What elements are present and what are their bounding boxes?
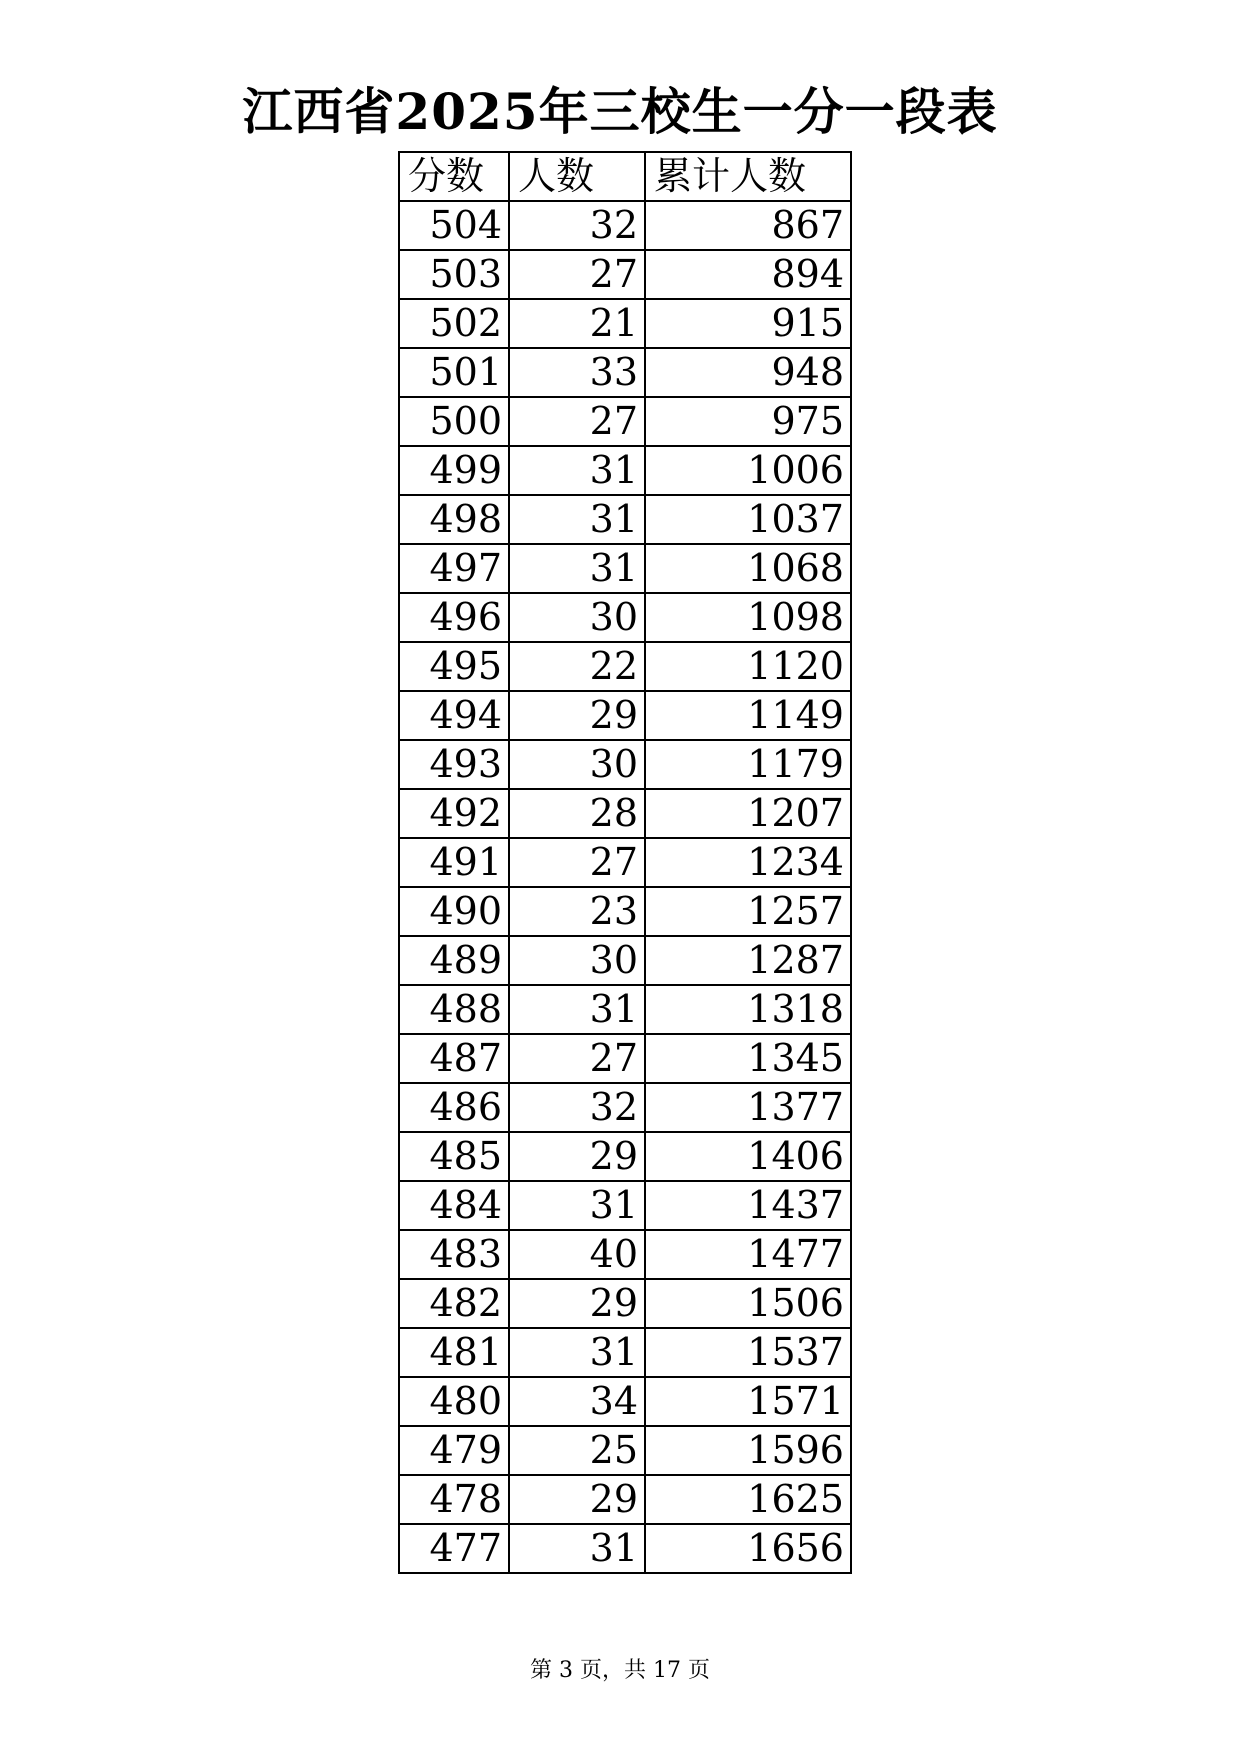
cell-count: 21 bbox=[509, 299, 645, 348]
cell-cumulative: 1098 bbox=[645, 593, 851, 642]
cell-count: 28 bbox=[509, 789, 645, 838]
table-row bbox=[399, 495, 851, 544]
cell-score: 482 bbox=[399, 1279, 509, 1328]
cell-score: 503 bbox=[399, 250, 509, 299]
cell-count: 31 bbox=[509, 1181, 645, 1230]
cell-cumulative: 1287 bbox=[645, 936, 851, 985]
cell-cumulative: 1257 bbox=[645, 887, 851, 936]
cell-score: 491 bbox=[399, 838, 509, 887]
cell-score: 483 bbox=[399, 1230, 509, 1279]
score-distribution-table bbox=[398, 151, 852, 1574]
table-row bbox=[399, 740, 851, 789]
cell-score: 484 bbox=[399, 1181, 509, 1230]
column-header-count: 人数 bbox=[509, 152, 645, 201]
cell-count: 32 bbox=[509, 1083, 645, 1132]
cell-cumulative: 1625 bbox=[645, 1475, 851, 1524]
table-row bbox=[399, 642, 851, 691]
table-row bbox=[399, 1132, 851, 1181]
table-row bbox=[399, 1083, 851, 1132]
cell-cumulative: 1437 bbox=[645, 1181, 851, 1230]
cell-score: 493 bbox=[399, 740, 509, 789]
table-row bbox=[399, 544, 851, 593]
table-row bbox=[399, 299, 851, 348]
cell-count: 29 bbox=[509, 1475, 645, 1524]
cell-count: 27 bbox=[509, 397, 645, 446]
column-header-score: 分数 bbox=[399, 152, 509, 201]
cell-count: 27 bbox=[509, 838, 645, 887]
table-row bbox=[399, 789, 851, 838]
cell-count: 30 bbox=[509, 936, 645, 985]
cell-score: 494 bbox=[399, 691, 509, 740]
cell-count: 34 bbox=[509, 1377, 645, 1426]
cell-count: 29 bbox=[509, 1279, 645, 1328]
table-row bbox=[399, 593, 851, 642]
cell-count: 31 bbox=[509, 495, 645, 544]
table-row bbox=[399, 1279, 851, 1328]
cell-score: 498 bbox=[399, 495, 509, 544]
cell-count: 31 bbox=[509, 446, 645, 495]
table-row bbox=[399, 838, 851, 887]
cell-score: 497 bbox=[399, 544, 509, 593]
cell-count: 30 bbox=[509, 593, 645, 642]
table-row bbox=[399, 446, 851, 495]
table-header bbox=[399, 152, 851, 201]
cell-score: 480 bbox=[399, 1377, 509, 1426]
cell-score: 487 bbox=[399, 1034, 509, 1083]
table-row bbox=[399, 201, 851, 250]
cell-cumulative: 1377 bbox=[645, 1083, 851, 1132]
cell-count: 31 bbox=[509, 1524, 645, 1573]
cell-cumulative: 1506 bbox=[645, 1279, 851, 1328]
cell-score: 485 bbox=[399, 1132, 509, 1181]
table-row bbox=[399, 250, 851, 299]
cell-score: 489 bbox=[399, 936, 509, 985]
cell-count: 25 bbox=[509, 1426, 645, 1475]
header-row bbox=[399, 152, 851, 201]
cell-score: 499 bbox=[399, 446, 509, 495]
cell-cumulative: 1571 bbox=[645, 1377, 851, 1426]
cell-score: 496 bbox=[399, 593, 509, 642]
cell-count: 30 bbox=[509, 740, 645, 789]
cell-cumulative: 1345 bbox=[645, 1034, 851, 1083]
table-row bbox=[399, 1328, 851, 1377]
cell-cumulative: 1596 bbox=[645, 1426, 851, 1475]
column-header-cumulative: 累计人数 bbox=[645, 152, 851, 201]
table-row bbox=[399, 936, 851, 985]
table-row bbox=[399, 1034, 851, 1083]
cell-count: 29 bbox=[509, 691, 645, 740]
cell-count: 27 bbox=[509, 250, 645, 299]
cell-cumulative: 1318 bbox=[645, 985, 851, 1034]
cell-cumulative: 1406 bbox=[645, 1132, 851, 1181]
cell-count: 31 bbox=[509, 544, 645, 593]
table-body bbox=[399, 201, 851, 1573]
cell-score: 504 bbox=[399, 201, 509, 250]
table-row bbox=[399, 348, 851, 397]
table-row bbox=[399, 397, 851, 446]
cell-cumulative: 1477 bbox=[645, 1230, 851, 1279]
table-row bbox=[399, 1524, 851, 1573]
cell-count: 22 bbox=[509, 642, 645, 691]
cell-score: 502 bbox=[399, 299, 509, 348]
cell-cumulative: 1537 bbox=[645, 1328, 851, 1377]
cell-score: 478 bbox=[399, 1475, 509, 1524]
cell-cumulative: 1120 bbox=[645, 642, 851, 691]
cell-score: 495 bbox=[399, 642, 509, 691]
page-footer: 第 3 页，共 17 页 bbox=[530, 1658, 710, 1683]
cell-score: 501 bbox=[399, 348, 509, 397]
table-row bbox=[399, 1181, 851, 1230]
cell-cumulative: 1149 bbox=[645, 691, 851, 740]
table-row bbox=[399, 1475, 851, 1524]
page-title: 江西省2025年三校生一分一段表 bbox=[242, 82, 998, 141]
table-row bbox=[399, 887, 851, 936]
table-row bbox=[399, 1377, 851, 1426]
cell-cumulative: 867 bbox=[645, 201, 851, 250]
cell-score: 477 bbox=[399, 1524, 509, 1573]
table-row bbox=[399, 1230, 851, 1279]
cell-count: 31 bbox=[509, 1328, 645, 1377]
cell-cumulative: 1179 bbox=[645, 740, 851, 789]
cell-cumulative: 1234 bbox=[645, 838, 851, 887]
cell-cumulative: 915 bbox=[645, 299, 851, 348]
cell-score: 490 bbox=[399, 887, 509, 936]
table-row bbox=[399, 1426, 851, 1475]
cell-score: 488 bbox=[399, 985, 509, 1034]
cell-count: 23 bbox=[509, 887, 645, 936]
cell-score: 481 bbox=[399, 1328, 509, 1377]
cell-count: 27 bbox=[509, 1034, 645, 1083]
cell-score: 486 bbox=[399, 1083, 509, 1132]
cell-count: 40 bbox=[509, 1230, 645, 1279]
cell-cumulative: 894 bbox=[645, 250, 851, 299]
cell-score: 479 bbox=[399, 1426, 509, 1475]
cell-count: 32 bbox=[509, 201, 645, 250]
cell-cumulative: 948 bbox=[645, 348, 851, 397]
cell-count: 31 bbox=[509, 985, 645, 1034]
cell-count: 33 bbox=[509, 348, 645, 397]
table-row bbox=[399, 691, 851, 740]
cell-cumulative: 1037 bbox=[645, 495, 851, 544]
cell-cumulative: 1006 bbox=[645, 446, 851, 495]
cell-cumulative: 1207 bbox=[645, 789, 851, 838]
cell-score: 492 bbox=[399, 789, 509, 838]
cell-cumulative: 975 bbox=[645, 397, 851, 446]
cell-count: 29 bbox=[509, 1132, 645, 1181]
cell-cumulative: 1656 bbox=[645, 1524, 851, 1573]
table-row bbox=[399, 985, 851, 1034]
cell-cumulative: 1068 bbox=[645, 544, 851, 593]
cell-score: 500 bbox=[399, 397, 509, 446]
